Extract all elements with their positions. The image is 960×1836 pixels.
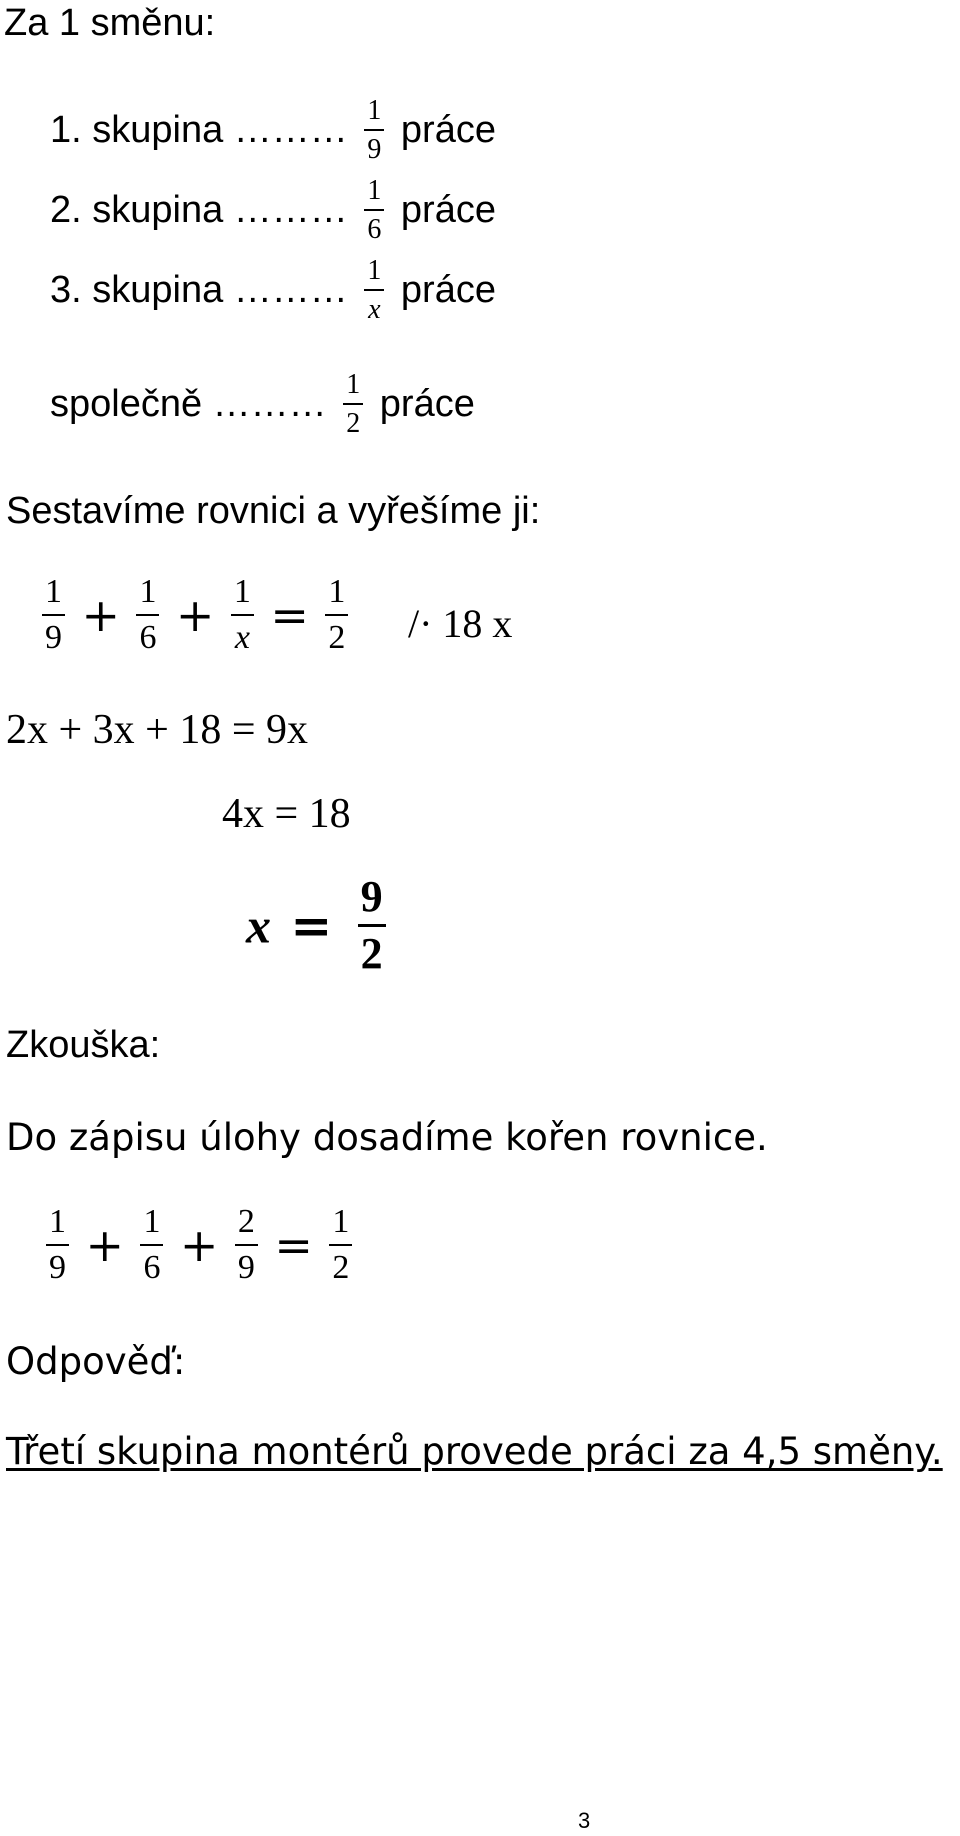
page-number: 3 bbox=[578, 1808, 591, 1833]
equals-sign: = bbox=[274, 1217, 313, 1272]
check-fraction-3 bbox=[235, 1204, 258, 1285]
group-fraction bbox=[364, 176, 384, 245]
answer-heading: Odpověď: bbox=[6, 1340, 186, 1383]
fraction-numerator: 2 bbox=[237, 1203, 255, 1240]
fraction-denominator: 6 bbox=[143, 1248, 161, 1286]
check-fraction-1 bbox=[46, 1204, 69, 1285]
plus-sign: + bbox=[175, 587, 215, 642]
fraction-numerator: 1 bbox=[367, 95, 382, 126]
fraction-bar bbox=[325, 614, 348, 616]
fraction-denominator: 2 bbox=[346, 408, 361, 440]
group-unit: práce bbox=[400, 268, 496, 311]
group-label: 2. skupina ……… bbox=[50, 188, 348, 231]
equation-1 bbox=[36, 574, 354, 655]
fraction-denominator: 9 bbox=[49, 1248, 66, 1286]
equation-fraction-4 bbox=[325, 574, 348, 655]
fraction-denominator: 9 bbox=[367, 134, 382, 166]
fraction-bar bbox=[235, 1244, 258, 1246]
check-heading: Zkouška: bbox=[6, 1024, 161, 1066]
fraction-numerator: 1 bbox=[49, 1203, 66, 1240]
solution bbox=[246, 874, 392, 977]
fraction-numerator: 1 bbox=[367, 175, 382, 206]
fraction-bar bbox=[364, 129, 384, 131]
check-equation bbox=[40, 1204, 358, 1285]
fraction-numerator: 1 bbox=[332, 1203, 350, 1240]
together-row bbox=[50, 370, 475, 439]
fraction-numerator: 1 bbox=[328, 573, 346, 610]
group-row-2 bbox=[50, 176, 496, 245]
together-unit: práce bbox=[379, 382, 475, 425]
equation-intro: Sestavíme rovnici a vyřešíme ji: bbox=[6, 490, 541, 532]
fraction-denominator: 6 bbox=[367, 214, 382, 246]
fraction-bar bbox=[364, 209, 384, 211]
fraction-bar bbox=[343, 403, 363, 405]
together-label: společně ……… bbox=[50, 382, 327, 425]
plus-sign: + bbox=[179, 1217, 219, 1272]
fraction-denominator: 2 bbox=[328, 618, 346, 656]
fraction-numerator: 1 bbox=[143, 1203, 161, 1240]
fraction-numerator: 1 bbox=[233, 573, 251, 610]
equals-sign: = bbox=[270, 587, 309, 642]
fraction-denominator: x bbox=[368, 294, 381, 326]
equation-fraction-1 bbox=[42, 574, 65, 655]
group-fraction bbox=[364, 256, 384, 325]
solution-variable: x bbox=[246, 897, 271, 954]
plus-sign: + bbox=[85, 1217, 124, 1272]
fraction-denominator: 9 bbox=[45, 618, 62, 656]
fraction-bar bbox=[140, 1244, 163, 1246]
equation-multiplier: /· 18 x bbox=[408, 601, 513, 646]
fraction-bar bbox=[329, 1244, 352, 1246]
group-unit: práce bbox=[400, 188, 496, 231]
fraction-denominator: 6 bbox=[139, 618, 157, 656]
group-unit: práce bbox=[400, 108, 496, 151]
fraction-numerator: 1 bbox=[346, 369, 361, 400]
heading: Za 1 směnu: bbox=[4, 2, 216, 44]
fraction-bar bbox=[231, 614, 254, 616]
group-row-1 bbox=[50, 96, 496, 165]
check-fraction-2 bbox=[140, 1204, 163, 1285]
equation-3: 4x = 18 bbox=[222, 791, 351, 837]
group-fraction bbox=[364, 96, 384, 165]
equation-fraction-3 bbox=[231, 574, 254, 655]
fraction-numerator: 9 bbox=[360, 872, 383, 921]
equation-2: 2x + 3x + 18 = 9x bbox=[6, 707, 309, 753]
fraction-denominator: x bbox=[234, 618, 250, 656]
equation-fraction-2 bbox=[136, 574, 159, 655]
fraction-numerator: 1 bbox=[139, 573, 157, 610]
fraction-denominator: 9 bbox=[237, 1248, 255, 1286]
solution-fraction bbox=[358, 874, 386, 977]
fraction-bar bbox=[42, 614, 65, 616]
fraction-bar bbox=[46, 1244, 69, 1246]
equals-sign: = bbox=[290, 896, 333, 956]
fraction-bar bbox=[358, 924, 386, 927]
together-fraction bbox=[343, 370, 363, 439]
group-label: 3. skupina ……… bbox=[50, 268, 348, 311]
check-text: Do zápisu úlohy dosadíme kořen rovnice. bbox=[6, 1116, 768, 1159]
fraction-bar bbox=[364, 289, 384, 291]
fraction-bar bbox=[136, 614, 159, 616]
fraction-numerator: 1 bbox=[45, 573, 62, 610]
fraction-numerator: 1 bbox=[367, 255, 382, 286]
fraction-denominator: 2 bbox=[332, 1248, 350, 1286]
fraction-denominator: 2 bbox=[360, 929, 383, 979]
check-fraction-4 bbox=[329, 1204, 352, 1285]
plus-sign: + bbox=[81, 587, 120, 642]
answer-text: Třetí skupina montérů provede práci za 4,5 směny. bbox=[6, 1430, 943, 1473]
group-row-3 bbox=[50, 256, 496, 325]
group-label: 1. skupina ……… bbox=[50, 108, 348, 151]
